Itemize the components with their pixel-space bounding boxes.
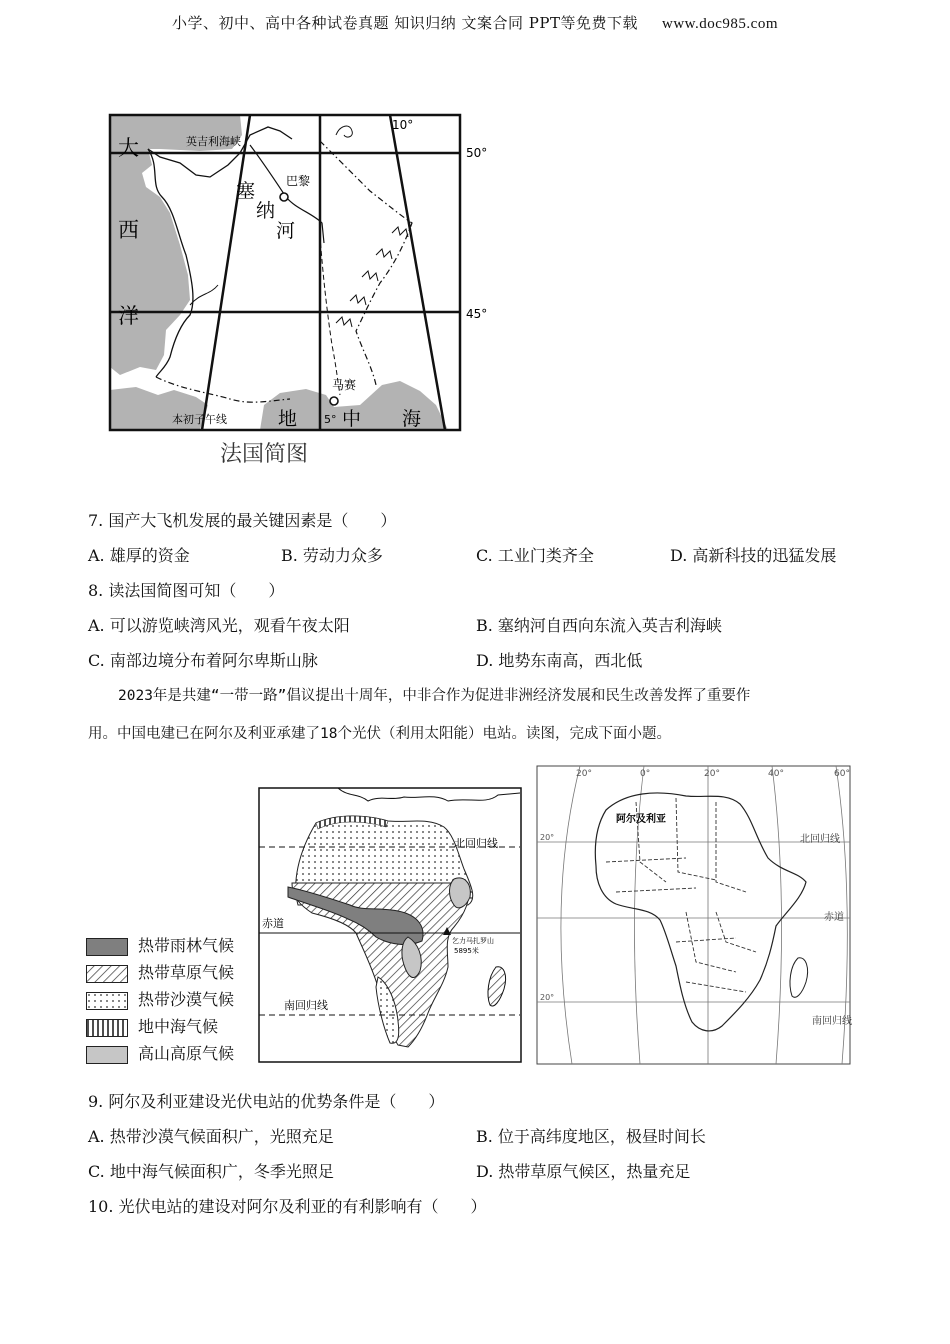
- legend-label-highland: 高山高原气候: [138, 1044, 235, 1063]
- africa-climate-map: [258, 787, 522, 1063]
- label-meridian: 本初子午线: [172, 413, 227, 426]
- pol-tick-4: 60°: [834, 769, 850, 779]
- header-text: 小学、初中、高中各种试卷真题 知识归纳 文案合同 PPT等免费下载: [171, 14, 638, 32]
- header-site: www.doc985.com: [661, 16, 778, 32]
- page-header: [0, 12, 950, 33]
- legend-label-desert: 热带沙漠气候: [138, 990, 235, 1009]
- label-ocean-1: 大: [118, 136, 139, 160]
- label-lat-50: 50°: [466, 146, 488, 160]
- france-map: [100, 105, 520, 475]
- q8-option-a[interactable]: A. 可以游览峡湾风光，观看午夜太阳: [88, 616, 350, 635]
- pol-algeria: 阿尔及利亚: [616, 814, 666, 825]
- legend-swatch-dark: [86, 938, 128, 956]
- legend-item-mediterranean: [86, 1014, 218, 1034]
- legend-item-savanna: [86, 960, 234, 980]
- marseille-dot: [330, 397, 338, 405]
- label-seine-3: 河: [276, 220, 296, 242]
- legend-swatch-hatch: [86, 965, 128, 983]
- legend-swatch-dots: [86, 992, 128, 1010]
- q7-option-d[interactable]: D. 高新科技的迅猛发展: [670, 546, 837, 565]
- atlantic-shore-land: [110, 149, 190, 375]
- label-seine-2: 纳: [256, 200, 276, 222]
- label-med-1: 地: [278, 408, 298, 430]
- climate-kilimanjaro-height: 5895米: [454, 947, 479, 955]
- paris-dot: [280, 193, 288, 201]
- passage-line-1: 2023年是共建“一带一路”倡议提出十周年，中非合作为促进非洲经济发展和民生改善发挥了重要作: [118, 688, 751, 704]
- q7-option-a[interactable]: A. 雄厚的资金: [88, 546, 190, 565]
- legend-swatch-vlines: [86, 1019, 128, 1037]
- q9-option-c[interactable]: C. 地中海气候面积广，冬季光照足: [88, 1162, 334, 1181]
- q9-option-a[interactable]: A. 热带沙漠气候面积广，光照充足: [88, 1127, 334, 1146]
- label-ocean-2: 西: [118, 218, 139, 242]
- climate-tropic-s: 南回归线: [284, 999, 328, 1012]
- q10-stem: 10. 光伏电站的建设对阿尔及利亚的有利影响有（ ）: [88, 1197, 487, 1216]
- q8-stem: 8. 读法国简图可知（ ）: [88, 581, 285, 600]
- q9-stem: 9. 阿尔及利亚建设光伏电站的优势条件是（ ）: [88, 1092, 445, 1111]
- legend-label-mediterranean: 地中海气候: [138, 1017, 219, 1036]
- label-seine-1: 塞: [236, 180, 256, 202]
- q9-option-b[interactable]: B. 位于高纬度地区，极昼时间长: [476, 1127, 706, 1146]
- q7-option-c[interactable]: C. 工业门类齐全: [476, 546, 594, 565]
- q9-option-d[interactable]: D. 热带草原气候区，热量充足: [476, 1162, 691, 1181]
- legend-label-rainforest: 热带雨林气候: [138, 936, 235, 955]
- pol-tick-1: 0°: [640, 769, 651, 779]
- label-channel: 英吉利海峡: [186, 135, 241, 148]
- climate-equator: 赤道: [262, 917, 284, 930]
- africa-political-map: [536, 762, 852, 1066]
- label-marseille: 马赛: [332, 378, 357, 392]
- legend-item-desert: [86, 987, 234, 1007]
- pol-tick-3: 40°: [768, 769, 784, 779]
- pol-tropic-n: 北回归线: [800, 834, 840, 845]
- passage-line-2: 用。中国电建已在阿尔及利亚承建了18个光伏（利用太阳能）电站。读图，完成下面小题。: [88, 726, 671, 742]
- label-lat-45: 45°: [466, 307, 488, 321]
- q8-option-b[interactable]: B. 塞纳河自西向东流入英吉利海峡: [476, 616, 722, 635]
- pol-lat-s20: 20°: [540, 993, 555, 1002]
- climate-kilimanjaro: 乞力马扎罗山: [452, 937, 494, 945]
- q8-option-d[interactable]: D. 地势东南高，西北低: [476, 651, 643, 670]
- climate-tropic-n: 北回归线: [454, 837, 498, 850]
- label-med-3: 海: [402, 408, 422, 430]
- label-ocean-3: 洋: [118, 304, 139, 328]
- q7-option-b[interactable]: B. 劳动力众多: [281, 546, 383, 565]
- q7-stem: 7. 国产大飞机发展的最关键因素是（ ）: [88, 511, 397, 530]
- legend-item-highland: [86, 1041, 234, 1061]
- pol-tropic-s: 南回归线: [812, 1016, 852, 1027]
- label-paris: 巴黎: [286, 174, 311, 188]
- legend-item-rainforest: [86, 933, 234, 953]
- label-med-2: 中: [342, 408, 362, 430]
- pol-tick-0: 20°: [576, 769, 592, 779]
- q8-option-c[interactable]: C. 南部边境分布着阿尔卑斯山脉: [88, 651, 318, 670]
- pol-lat-n20: 20°: [540, 833, 555, 842]
- pol-tick-2: 20°: [704, 769, 720, 779]
- legend-swatch-light: [86, 1046, 128, 1064]
- france-map-caption: 法国简图: [220, 442, 309, 467]
- pol-equator: 赤道: [824, 912, 844, 923]
- label-lon-5: 5°: [324, 413, 337, 426]
- legend-label-savanna: 热带草原气候: [138, 963, 235, 982]
- label-lon-10: 10°: [392, 118, 414, 132]
